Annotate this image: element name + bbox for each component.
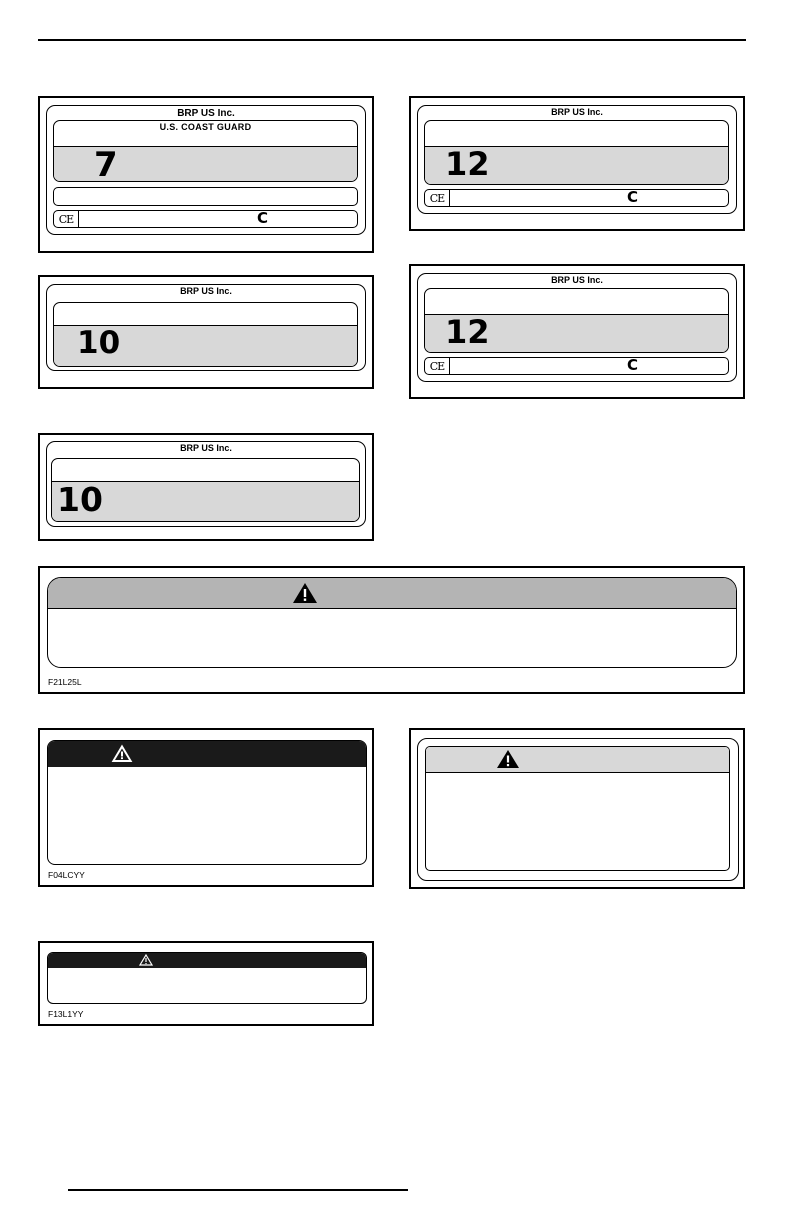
label-inner-panel	[51, 458, 360, 522]
warning-inner-border	[425, 746, 730, 871]
ce-mark	[425, 190, 450, 206]
label-outer-border	[46, 105, 366, 235]
label-outer-border	[46, 441, 366, 527]
label-outer-border	[46, 284, 366, 371]
c-mark: C	[257, 209, 269, 227]
capacity-number: 10	[77, 325, 121, 361]
cert-pill	[424, 189, 729, 207]
brand-text: BRP US Inc.	[180, 286, 232, 296]
brand-text: BRP US Inc.	[180, 443, 232, 453]
header-rule	[38, 39, 746, 41]
gray-band	[52, 481, 359, 521]
warning-triangle-icon	[496, 749, 520, 769]
capacity-number: 12	[445, 313, 490, 351]
capacity-number: 12	[445, 145, 490, 183]
warning-label-right	[409, 728, 745, 889]
cert-pill	[53, 210, 358, 228]
label-inner-panel	[53, 120, 358, 182]
capacity-label-10-a	[38, 275, 374, 389]
ce-text: CE	[429, 191, 445, 205]
label-code: F13L1YY	[48, 1009, 84, 1019]
warning-header-band	[48, 741, 366, 767]
ce-mark	[425, 358, 450, 374]
warning-triangle-icon	[111, 744, 133, 763]
warning-header-band	[48, 578, 736, 609]
c-mark: C	[627, 188, 639, 206]
warning-label-f04	[38, 728, 374, 887]
gray-band	[425, 314, 728, 352]
footer-rule	[68, 1189, 408, 1191]
capacity-label-12-b	[409, 264, 745, 399]
label-inner-panel	[424, 120, 729, 185]
subtitle-text: U.S. COAST GUARD	[159, 122, 252, 132]
brand-text: BRP US Inc.	[177, 108, 235, 119]
label-outer-border	[417, 105, 737, 214]
warning-header-band	[48, 953, 366, 968]
label-outer-border	[417, 273, 737, 382]
warning-triangle-icon	[292, 582, 318, 604]
warning-outer-border	[47, 952, 367, 1004]
gray-band	[425, 146, 728, 184]
c-mark: C	[627, 356, 639, 374]
capacity-number: 10	[57, 480, 103, 519]
warning-outer-border	[47, 577, 737, 668]
label-inner-panel	[424, 288, 729, 353]
ce-mark	[54, 211, 79, 227]
capacity-label-10-b	[38, 433, 374, 541]
ce-text: CE	[429, 359, 445, 373]
label-code: F04LCYY	[48, 870, 85, 880]
ce-text: CE	[58, 212, 74, 226]
label-code: F21L25L	[48, 677, 82, 687]
label-inner-panel	[53, 302, 358, 367]
warning-triangle-outline-icon	[139, 954, 153, 966]
warning-outer-border	[417, 738, 739, 881]
gray-band	[54, 325, 357, 366]
warning-label-wide	[38, 566, 745, 694]
brand-text: BRP US Inc.	[551, 275, 603, 285]
warning-header-band	[426, 747, 729, 773]
warning-outer-border	[47, 740, 367, 865]
warning-label-f13	[38, 941, 374, 1026]
capacity-label-12-a	[409, 96, 745, 231]
info-pill	[53, 187, 358, 206]
cert-pill	[424, 357, 729, 375]
capacity-number: 7	[94, 145, 118, 182]
capacity-label-7	[38, 96, 374, 253]
brand-text: BRP US Inc.	[551, 107, 603, 117]
gray-band	[54, 146, 357, 181]
